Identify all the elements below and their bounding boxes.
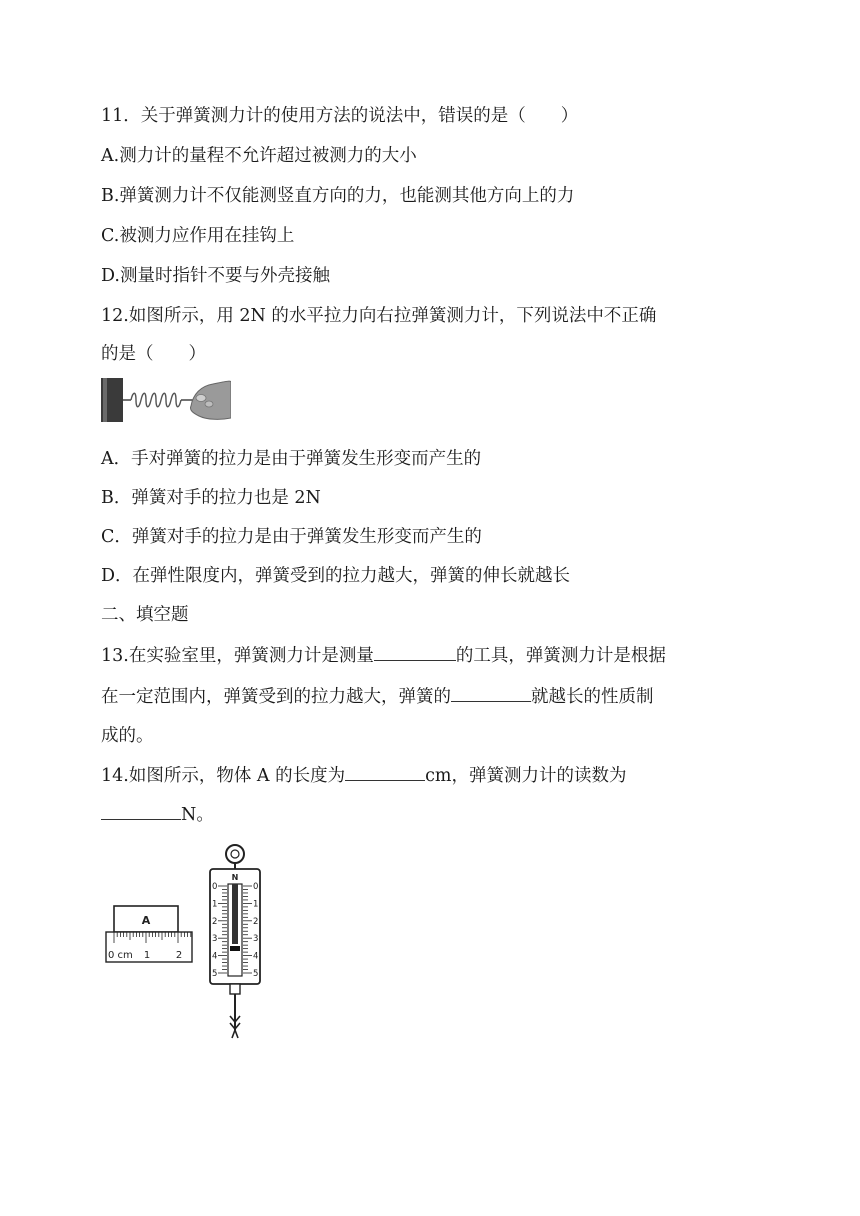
scale-left-number: 4 (212, 951, 218, 962)
scale-left-number: 1 (212, 899, 218, 910)
spring-hand-figure (101, 376, 231, 424)
q12-option-a: A．手对弹簧的拉力是由于弹簧发生形变而产生的 (101, 449, 482, 469)
q14-line1 (101, 763, 627, 787)
q13-blank-1[interactable] (374, 643, 456, 661)
scale-hook-icon (232, 1030, 238, 1038)
q13-line2 (101, 684, 654, 708)
q11-option-c: C.被测力应作用在挂钩上 (101, 226, 295, 246)
q11-option-d: D.测量时指针不要与外壳接触 (101, 266, 330, 286)
scale-right-number: 2 (253, 916, 259, 927)
q14-blank-2[interactable] (101, 802, 181, 820)
spring-coil (131, 393, 181, 407)
q14-line2 (101, 802, 214, 826)
q13-text-1b: 的工具，弹簧测力计是根据 (455, 646, 666, 666)
q13-line3: 成的。 (101, 726, 154, 746)
scale-pointer (230, 946, 240, 951)
ruler-figure (104, 904, 196, 966)
q12-stem-line2: 的是（ ） (101, 344, 206, 364)
q13-text-1a: 13.在实验室里，弹簧测力计是测量 (101, 646, 374, 666)
q11-option-b: B.弹簧测力计不仅能测竖直方向的力，也能测其他方向上的力 (101, 186, 575, 206)
q14-text-1a: 14.如图所示，物体 A 的长度为 (101, 766, 346, 786)
scale-left-number: 0 (212, 882, 218, 892)
scale-right-number: 1 (253, 899, 259, 910)
spring-scale-figure (206, 842, 266, 1042)
section-title: 二、填空题 (101, 605, 189, 625)
q14-blank-1[interactable] (345, 763, 425, 781)
scale-left-number: 3 (212, 934, 218, 945)
scale-spring (232, 884, 238, 944)
ruler-tick-label-2: 2 (175, 950, 183, 961)
q13-line1 (101, 643, 666, 667)
q11-option-a: A.测力计的量程不允许超过被测力的大小 (101, 146, 417, 166)
q13-text-2b: 就越长的性质制 (531, 687, 654, 707)
q13-blank-2[interactable] (451, 684, 531, 702)
ruler-unit-label: 0 cm (108, 950, 133, 961)
q12-option-c: C．弹簧对手的拉力是由于弹簧发生形变而产生的 (101, 527, 482, 547)
scale-left-number: 5 (212, 969, 218, 979)
block-a-label: A (141, 914, 151, 927)
ruler-tick-label-1: 1 (143, 950, 151, 961)
scale-right-number: 3 (253, 934, 259, 945)
scale-ring (226, 845, 244, 863)
hand-icon (190, 381, 231, 419)
q13-text-2a: 在一定范围内，弹簧受到的拉力越大，弹簧的 (101, 687, 451, 707)
q12-option-b: B．弹簧对手的拉力也是 2N (101, 488, 321, 508)
scale-left-number: 2 (212, 916, 218, 927)
q14-text-1b: cm，弹簧测力计的读数为 (425, 766, 627, 786)
q12-option-d: D．在弹性限度内，弹簧受到的拉力越大，弹簧的伸长就越长 (101, 566, 571, 586)
q14-text-2b: N。 (181, 805, 214, 825)
scale-unit-label: N (231, 873, 239, 882)
q11-stem: 11．关于弹簧测力计的使用方法的说法中，错误的是（ ） (101, 106, 579, 126)
scale-right-number: 0 (253, 882, 259, 892)
scale-right-number: 5 (253, 969, 259, 979)
q12-stem-line1: 12.如图所示，用 2N 的水平拉力向右拉弹簧测力计，下列说法中不正确 (101, 306, 657, 326)
scale-right-number: 4 (253, 951, 259, 962)
